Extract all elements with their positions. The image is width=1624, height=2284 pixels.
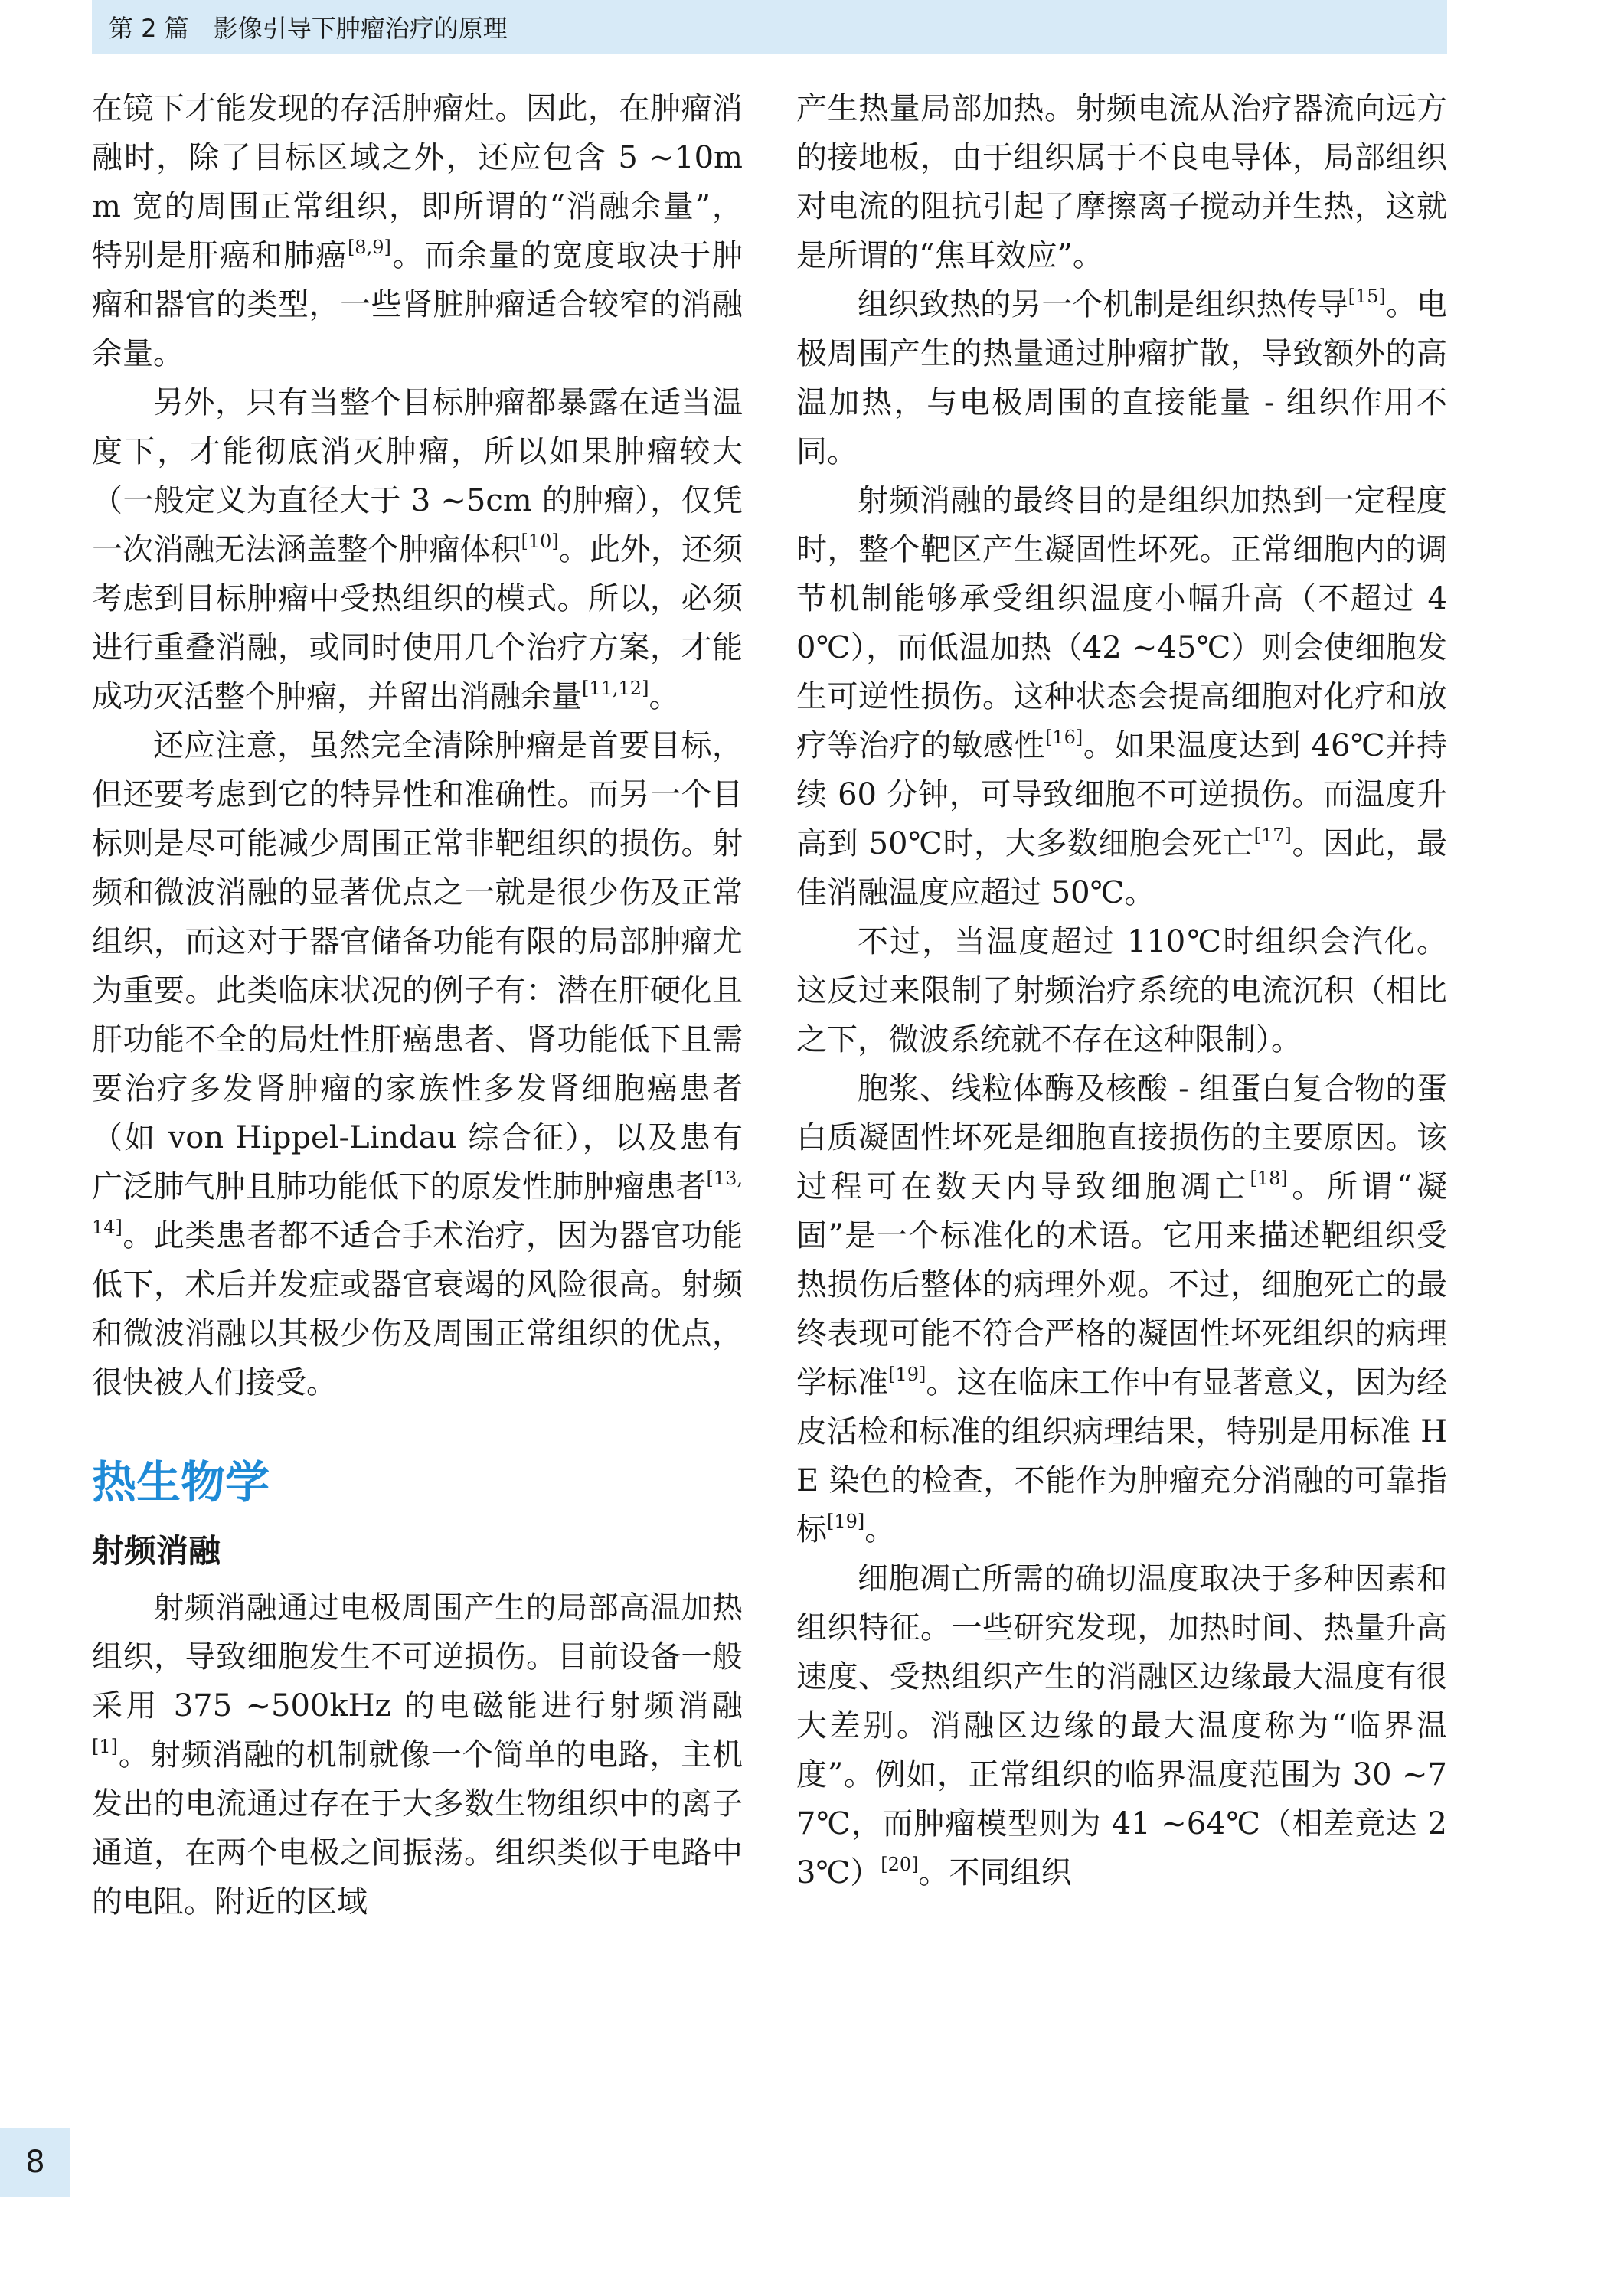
paragraph: 射频消融通过电极周围产生的局部高温加热组织，导致细胞发生不可逆损伤。目前设备一般采用 375 ~500kHz 的电磁能进行射频消融[1]。射频消融的机制就像一个简单的电路，主机发出的电流通过存在于大多数生物组织中的离子通道，在两个电极之间振荡。组织类似于电路中的电阻。附近的区域: [92, 1590, 743, 1920]
paragraph: 还应注意，虽然完全清除肿瘤是首要目标，但还要考虑到它的特异性和准确性。而另一个目标则是尽可能减少周围正常非靶组织的损伤。射频和微波消融的显著优点之一就是很少伤及正常组织，而这对于器官储备功能有限的局部肿瘤尤为重要。此类临床状况的例子有：潜在肝硬化且肝功能不全的局灶性肝癌患者、肾功能低下且需要治疗多发肾肿瘤的家族性多发肾细胞癌患者（如 von Hippel-Lindau 综合征），以及患有广泛肺气肿且肺功能低下的原发性肺肿瘤患者[13,14]。此类患者都不适合手术治疗，因为器官功能低下，术后并发症或器官衰竭的风险很高。射频和微波消融以其极少伤及周围正常组织的优点，很快被人们接受。: [92, 728, 743, 1400]
citation: [13,14]: [92, 1168, 743, 1238]
running-header: [92, 0, 1447, 54]
running-header-text: 第 2 篇 影像引导下肿瘤治疗的原理: [109, 14, 508, 43]
citation: [16]: [1044, 727, 1083, 748]
citation: [8,9]: [347, 237, 391, 258]
right-column: [796, 84, 1447, 1897]
citation: [1]: [92, 1736, 118, 1757]
citation: [17]: [1253, 825, 1292, 846]
citation: [15]: [1348, 286, 1386, 307]
paragraph: 射频消融的最终目的是组织加热到一定程度时，整个靶区产生凝固性坏死。正常细胞内的调节机制能够承受组织温度小幅升高（不超过 40℃），而低温加热（42 ~45℃）则会使细胞发生可逆性损伤。这种状态会提高细胞对化疗和放疗等治疗的敏感性[16]。如果温度达到 46℃并持续 60 分钟，可导致细胞不可逆损伤。而温度升高到 50℃时，大多数细胞会死亡[17]。因此，最佳消融温度应超过 50℃。: [796, 483, 1448, 910]
citation: [19]: [888, 1364, 926, 1385]
paragraph: 产生热量局部加热。射频电流从治疗器流向远方的接地板，由于组织属于不良电导体，局部组织对电流的阻抗引起了摩擦离子搅动并生热，这就是所谓的“焦耳效应”。: [796, 91, 1447, 273]
left-column: [92, 84, 743, 1926]
paragraph: 不过，当温度超过 110℃时组织会汽化。这反过来限制了射频治疗系统的电流沉积（相比之下，微波系统就不存在这种限制）。: [796, 924, 1447, 1057]
citation: [18]: [1250, 1168, 1288, 1189]
paragraph: 在镜下才能发现的存活肿瘤灶。因此，在肿瘤消融时，除了目标区域之外，还应包含 5 ~10mm 宽的周围正常组织，即所谓的“消融余量”，特别是肝癌和肺癌[8,9]。而余量的宽度取决于肿瘤和器官的类型，一些肾脏肿瘤适合较窄的消融余量。: [92, 91, 743, 371]
paragraph: 另外，只有当整个目标肿瘤都暴露在适当温度下，才能彻底消灭肿瘤，所以如果肿瘤较大（一般定义为直径大于 3 ~5cm 的肿瘤），仅凭一次消融无法涵盖整个肿瘤体积[10]。此外，还须考虑到目标肿瘤中受热组织的模式。所以，必须进行重叠消融，或同时使用几个治疗方案，才能成功灭活整个肿瘤，并留出消融余量[11,12]。: [92, 385, 743, 714]
paragraph: 胞浆、线粒体酶及核酸 - 组蛋白复合物的蛋白质凝固性坏死是细胞直接损伤的主要原因。该过程可在数天内导致细胞凋亡[18]。所谓“凝固”是一个标准化的术语。它用来描述靶组织受热损伤后整体的病理外观。不过，细胞死亡的最终表现可能不符合严格的凝固性坏死组织的病理学标准[19]。这在临床工作中有显著意义，因为经皮活检和标准的组织病理结果，特别是用标准 HE 染色的检查，不能作为肿瘤充分消融的可靠指标[19]。: [796, 1071, 1448, 1547]
section-title: 热生物学: [92, 1456, 270, 1508]
citation: [19]: [827, 1511, 865, 1532]
citation: [20]: [881, 1854, 919, 1875]
page-number-box: [0, 2128, 70, 2197]
subsection-title: 射频消融: [92, 1532, 221, 1570]
citation: [10]: [521, 531, 559, 552]
paragraph: 组织致热的另一个机制是组织热传导[15]。电极周围产生的热量通过肿瘤扩散，导致额外的高温加热，与电极周围的直接能量 - 组织作用不同。: [796, 286, 1448, 469]
citation: [11,12]: [582, 678, 649, 699]
paragraph: 细胞凋亡所需的确切温度取决于多种因素和组织特征。一些研究发现，加热时间、热量升高速度、受热组织产生的消融区边缘最大温度有很大差别。消融区边缘的最大温度称为“临界温度”。例如，正常组织的临界温度范围为 30 ~77℃，而肿瘤模型则为 41 ~64℃（相差竟达 23℃）[20]。不同组织: [796, 1561, 1447, 1890]
page-number: 8: [25, 2145, 45, 2180]
